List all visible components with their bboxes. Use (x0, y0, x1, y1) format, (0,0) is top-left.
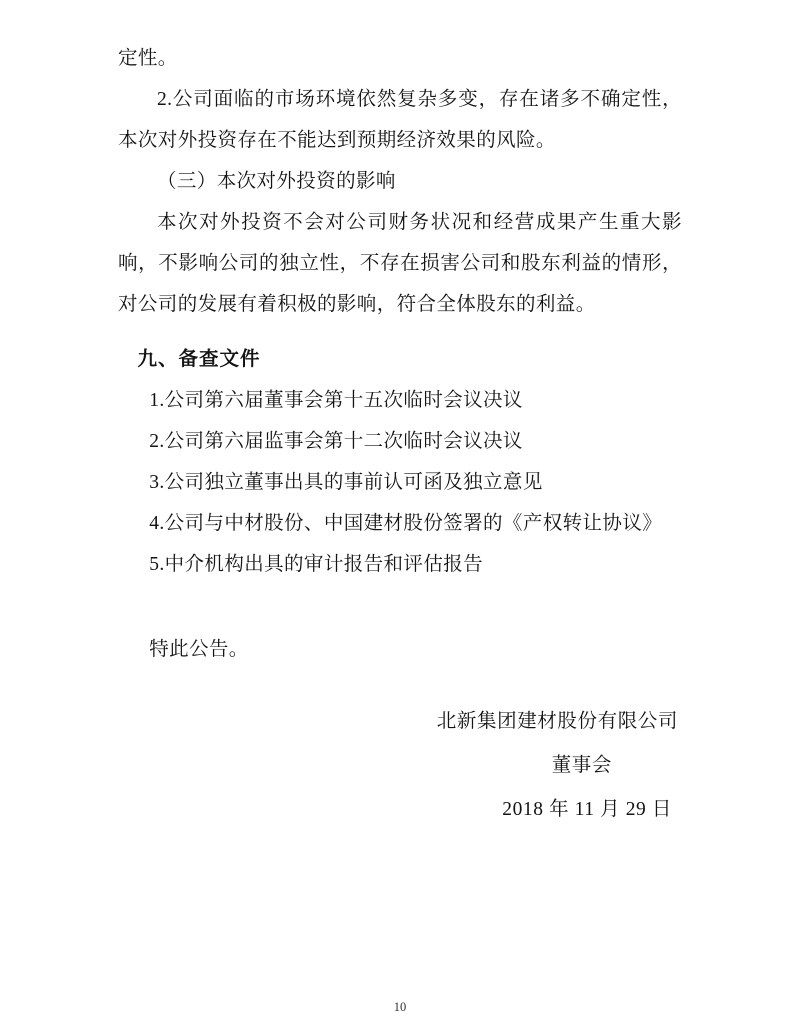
paragraph-risk-item-2: 2.公司面临的市场环境依然复杂多变，存在诸多不确定性，本次对外投资存在不能达到预期经济效果的风险。 (118, 89, 682, 151)
closing-note: 特此公告。 (149, 639, 249, 660)
paragraph-subsection-heading: （三）本次对外投资的影响 (157, 171, 396, 192)
reference-item: 1.公司第六届董事会第十五次临时会议决议 (149, 390, 523, 411)
signature-board: 董事会 (551, 755, 612, 776)
signature-date: 2018 年 11 月 29 日 (502, 799, 672, 820)
reference-item: 4.公司与中材股份、中国建材股份签署的《产权转让协议》 (149, 513, 663, 534)
reference-item: 5.中介机构出具的审计报告和评估报告 (149, 554, 484, 575)
paragraph-investment-impact: 本次对外投资不会对公司财务状况和经营成果产生重大影响，不影响公司的独立性，不存在损害公司和股东利益的情形，对公司的发展有着积极的影响，符合全体股东的利益。 (118, 212, 682, 315)
signature-block (118, 700, 682, 832)
section-heading-reference-documents: 九、备查文件 (137, 349, 261, 370)
reference-item: 2.公司第六届监事会第十二次临时会议决议 (149, 431, 523, 452)
signature-company-name: 北新集团建材股份有限公司 (436, 711, 678, 732)
spacer (118, 585, 682, 629)
paragraph-continued: 定性。 (118, 48, 178, 69)
reference-item: 3.公司独立董事出具的事前认可函及独立意见 (149, 472, 543, 493)
page-number: 10 (393, 1000, 407, 1014)
spacer (118, 325, 682, 339)
